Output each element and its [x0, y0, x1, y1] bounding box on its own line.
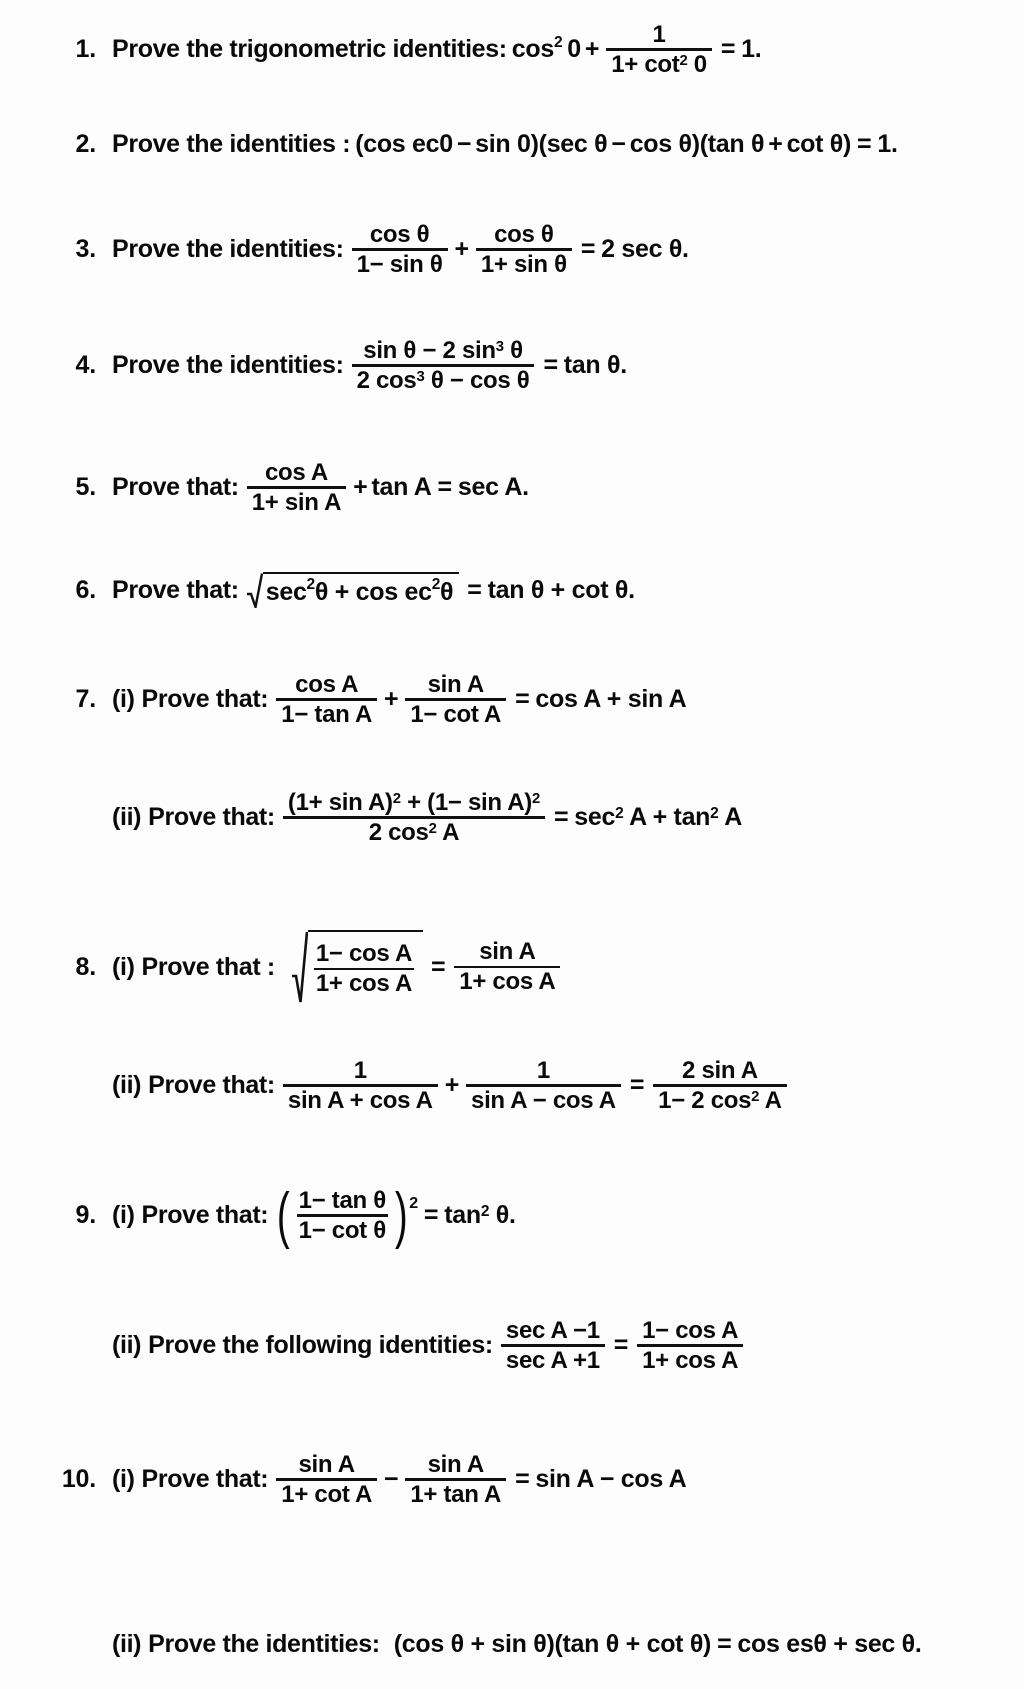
math-operator: − [456, 130, 472, 158]
math-token: 1− 2 cos [658, 1087, 752, 1115]
fraction-numerator: sin A [427, 1451, 484, 1478]
problem-row [0, 22, 1024, 77]
problem-number: 8. [75, 952, 96, 981]
math-equals: = [857, 130, 872, 158]
problem-body [112, 572, 1024, 608]
fraction-denominator [606, 51, 712, 77]
math-token: θ [440, 577, 454, 606]
math-token: sec [265, 577, 307, 606]
math-equals: = [430, 952, 446, 981]
problem-lead: Prove that: [141, 1465, 269, 1494]
fraction [314, 941, 414, 996]
problem-row [0, 222, 1024, 277]
math-operator: + [407, 789, 421, 816]
math-expression [273, 672, 686, 727]
math-token: cos θ)(tan θ [629, 130, 765, 158]
problem-body [112, 1630, 1024, 1659]
fraction [405, 1452, 506, 1507]
problem-body [112, 930, 1024, 1004]
fraction-denominator: 1+ sin A [251, 489, 342, 517]
math-token: θ + cos ec [314, 577, 432, 606]
problem-lead: Prove that: [112, 575, 239, 604]
math-superscript: 2 [431, 575, 441, 593]
problem-lead: Prove the identities: [148, 1630, 380, 1658]
math-equals: = [515, 685, 530, 714]
problem-body [112, 338, 1024, 393]
math-token: θ. [495, 1201, 516, 1230]
problem-body [112, 1452, 1024, 1507]
problem-row [0, 1058, 1024, 1113]
fraction-denominator: 1+ sin θ [480, 251, 567, 279]
math-token: A [764, 1087, 782, 1115]
left-paren: ( [277, 1180, 290, 1250]
math-operator: + [584, 35, 600, 64]
radicand [263, 572, 460, 608]
math-token: 0 [693, 51, 707, 79]
math-expression [355, 130, 897, 159]
fraction-denominator [352, 367, 535, 393]
math-operator: + [353, 473, 368, 502]
problem-body [112, 790, 1024, 845]
problem-row [0, 460, 1024, 515]
problem-number: 1. [75, 35, 96, 64]
math-token: (cos θ + sin θ)(tan θ + cot θ) [393, 1630, 712, 1658]
math-expression [498, 1318, 746, 1373]
math-token: cot θ) [786, 130, 852, 158]
problem-lead: Prove the trigonometric identities: [112, 35, 507, 64]
fraction-denominator: 1+ cos A [642, 1347, 739, 1375]
problem-number: 7. [75, 685, 96, 714]
math-superscript: 2 [553, 33, 563, 51]
problem-lead: Prove that: [148, 1071, 275, 1100]
math-expression [244, 460, 529, 515]
fraction-numerator: sin A [479, 938, 536, 966]
parenthesized-group [273, 1180, 418, 1250]
math-expression [273, 1452, 686, 1507]
fraction-numerator: 1 [652, 21, 666, 48]
math-superscript: 2 [428, 821, 437, 838]
problem-body [112, 130, 1024, 159]
fraction-numerator [358, 338, 528, 364]
problem-number: 9. [75, 1201, 96, 1230]
math-token: 1+ cot [611, 51, 680, 79]
math-equals: = [580, 235, 596, 264]
problem-number: 5. [75, 473, 96, 502]
fraction-denominator [653, 1087, 787, 1113]
problem-row [0, 1630, 1024, 1659]
problem-lead: Prove the identities: [112, 235, 344, 264]
math-expression [394, 1630, 922, 1659]
math-token: A + tan [629, 803, 711, 832]
problem-number: 10. [61, 1465, 96, 1494]
problem-number: 6. [75, 575, 96, 604]
math-equals: = [543, 351, 558, 380]
math-token: tan A [371, 473, 432, 502]
fraction-numerator: 1 [353, 1057, 367, 1084]
radical-sign-icon [291, 930, 308, 1004]
problem-number: 4. [75, 351, 96, 380]
problem-sublabel: (i) [112, 685, 135, 714]
fraction-denominator: 1− sin θ [356, 251, 443, 279]
fraction [476, 222, 572, 277]
math-token: A [442, 819, 460, 847]
math-token: (1− sin A) [427, 789, 532, 816]
math-token: sec [574, 803, 616, 832]
math-rhs: 1. [877, 130, 898, 158]
math-superscript: 2 [531, 791, 540, 808]
math-expression [349, 222, 689, 277]
fraction [283, 790, 545, 845]
fraction-numerator: sin A [427, 671, 484, 698]
math-expression [244, 572, 635, 608]
math-superscript: 2 [751, 1089, 760, 1106]
problem-sublabel: (ii) [112, 1630, 142, 1658]
math-rhs: 2 sec θ. [601, 235, 689, 264]
problem-body [112, 460, 1024, 515]
problem-body [112, 1180, 1024, 1250]
math-expression [289, 930, 564, 1004]
problem-lead: Prove that: [112, 473, 239, 502]
math-rhs: tan θ + cot θ. [487, 575, 635, 604]
problem-lead: Prove that: [148, 803, 275, 832]
problem-row [0, 1452, 1024, 1507]
fraction-numerator: cos θ [369, 221, 430, 248]
math-equals: = [553, 803, 569, 832]
fraction [276, 1452, 377, 1507]
fraction [606, 22, 712, 77]
fraction-denominator: sec A +1 [505, 1347, 600, 1375]
fraction-numerator: 1− cos A [315, 940, 412, 968]
math-rhs [574, 803, 742, 832]
math-equals: = [720, 35, 736, 64]
fraction-denominator [364, 819, 464, 845]
problem-body [112, 1318, 1024, 1373]
fraction-numerator: 1 [536, 1057, 550, 1084]
math-superscript: 3 [416, 369, 425, 386]
square-root [291, 930, 423, 1004]
problem-number: 3. [75, 235, 96, 264]
fraction-denominator: 1+ cos A [459, 968, 556, 996]
fraction-numerator: cos A [295, 671, 359, 698]
fraction-denominator: 1+ cot A [281, 1481, 373, 1509]
problem-body [112, 672, 1024, 727]
square-root [246, 572, 460, 608]
math-superscript: 2 [409, 1194, 418, 1212]
problem-row [0, 338, 1024, 393]
problem-row [0, 930, 1024, 1004]
problem-lead: Prove that : [141, 952, 275, 981]
math-rhs [444, 1201, 515, 1230]
fraction-denominator: 1− tan A [281, 701, 373, 729]
math-operator: − [611, 130, 626, 158]
math-expression [349, 338, 627, 393]
math-operator: + [384, 685, 399, 714]
problem-sublabel: (i) [112, 952, 135, 981]
fraction [352, 222, 448, 277]
fraction [352, 338, 535, 393]
math-expression [512, 22, 762, 77]
fraction-denominator: 1− cot θ [298, 1217, 386, 1245]
math-token: sin 0)(sec θ [475, 130, 608, 158]
problem-row [0, 1318, 1024, 1373]
math-superscript: 2 [306, 575, 315, 593]
problem-lead: Prove that: [141, 1201, 269, 1230]
fraction [247, 460, 346, 515]
math-token: θ [510, 337, 523, 364]
problem-sublabel: (ii) [112, 1071, 142, 1100]
fraction-numerator: sec A −1 [505, 1317, 600, 1344]
math-equals: = [423, 1201, 439, 1230]
problem-sublabel: (i) [112, 1465, 135, 1494]
fraction [297, 1188, 388, 1243]
fraction-denominator: 1+ cos A [315, 970, 412, 998]
math-token: tan [444, 1201, 481, 1230]
fraction-numerator: 2 sin A [682, 1057, 758, 1084]
math-equals: = [467, 575, 482, 604]
math-token: 2 cos [368, 819, 429, 847]
math-token: 2 cos [356, 367, 417, 395]
math-superscript: 2 [392, 791, 401, 808]
problem-body [112, 222, 1024, 277]
radicand [308, 930, 423, 1004]
problem-sublabel: (i) [112, 1201, 135, 1230]
math-token: θ − cos θ [430, 367, 530, 395]
math-equals: = [717, 1630, 732, 1658]
math-token: 0 [567, 35, 581, 64]
math-rhs: cos A + sin A [535, 685, 687, 714]
fraction-numerator [283, 790, 545, 816]
fraction [405, 672, 506, 727]
problem-sublabel: (ii) [112, 803, 142, 832]
problem-lead: Prove the identities: [112, 351, 344, 380]
math-expression [280, 1058, 790, 1113]
math-superscript: 2 [615, 805, 624, 823]
fraction [501, 1318, 605, 1373]
problem-body [112, 1058, 1024, 1113]
problem-lead: Prove the identities : [112, 130, 351, 158]
problem-body [112, 22, 1024, 77]
radical-sign-icon [246, 572, 263, 608]
fraction-denominator: 1+ tan A [410, 1481, 502, 1509]
problem-lead: Prove that: [141, 685, 269, 714]
math-token: A [724, 803, 742, 832]
math-token: (1+ sin A) [287, 789, 393, 816]
problem-row [0, 1180, 1024, 1250]
fraction-denominator: sin A − cos A [471, 1087, 616, 1115]
math-rhs: cos esθ + sec θ. [737, 1630, 922, 1658]
problem-sublabel: (ii) [112, 1331, 142, 1360]
math-rhs: sec A. [457, 473, 529, 502]
fraction-denominator: sin A + cos A [287, 1087, 433, 1115]
problem-lead: Prove the following identities: [148, 1331, 493, 1360]
problem-row [0, 790, 1024, 845]
fraction-numerator: sin A [298, 1451, 355, 1478]
math-operator: − [384, 1465, 399, 1494]
math-superscript: 2 [710, 805, 719, 823]
fraction [637, 1318, 743, 1373]
fraction [283, 1058, 438, 1113]
math-token: (cos ec0 [355, 130, 453, 158]
problem-number: 2. [75, 130, 96, 158]
fraction-numerator: cos θ [494, 221, 554, 248]
math-operator: + [444, 1071, 460, 1100]
math-expression [273, 1180, 516, 1250]
right-paren: ) [394, 1180, 408, 1250]
math-rhs: sin A − cos A [535, 1465, 687, 1494]
problem-row [0, 130, 1024, 159]
math-operator: + [454, 235, 469, 264]
math-equals: = [437, 473, 452, 502]
math-token: cos [511, 35, 554, 64]
fraction [466, 1058, 621, 1113]
math-equals: = [613, 1331, 629, 1360]
fraction [454, 939, 560, 994]
problem-row [0, 572, 1024, 608]
fraction-numerator: 1− tan θ [298, 1187, 386, 1214]
math-operator: + [768, 130, 783, 158]
math-token: sin θ − 2 sin [363, 337, 496, 364]
math-rhs: tan θ. [563, 351, 627, 380]
math-superscript: 3 [495, 339, 504, 356]
math-rhs: 1. [741, 35, 762, 64]
fraction [276, 672, 377, 727]
fraction [653, 1058, 787, 1113]
math-equals: = [515, 1465, 530, 1494]
fraction-numerator: cos A [264, 459, 328, 486]
math-expression [280, 790, 742, 845]
math-superscript: 2 [679, 53, 688, 70]
math-equals: = [629, 1071, 645, 1100]
fraction-numerator: 1− cos A [642, 1317, 739, 1344]
problem-row [0, 672, 1024, 727]
math-superscript: 2 [480, 1203, 490, 1221]
fraction-denominator: 1− cot A [410, 701, 502, 729]
